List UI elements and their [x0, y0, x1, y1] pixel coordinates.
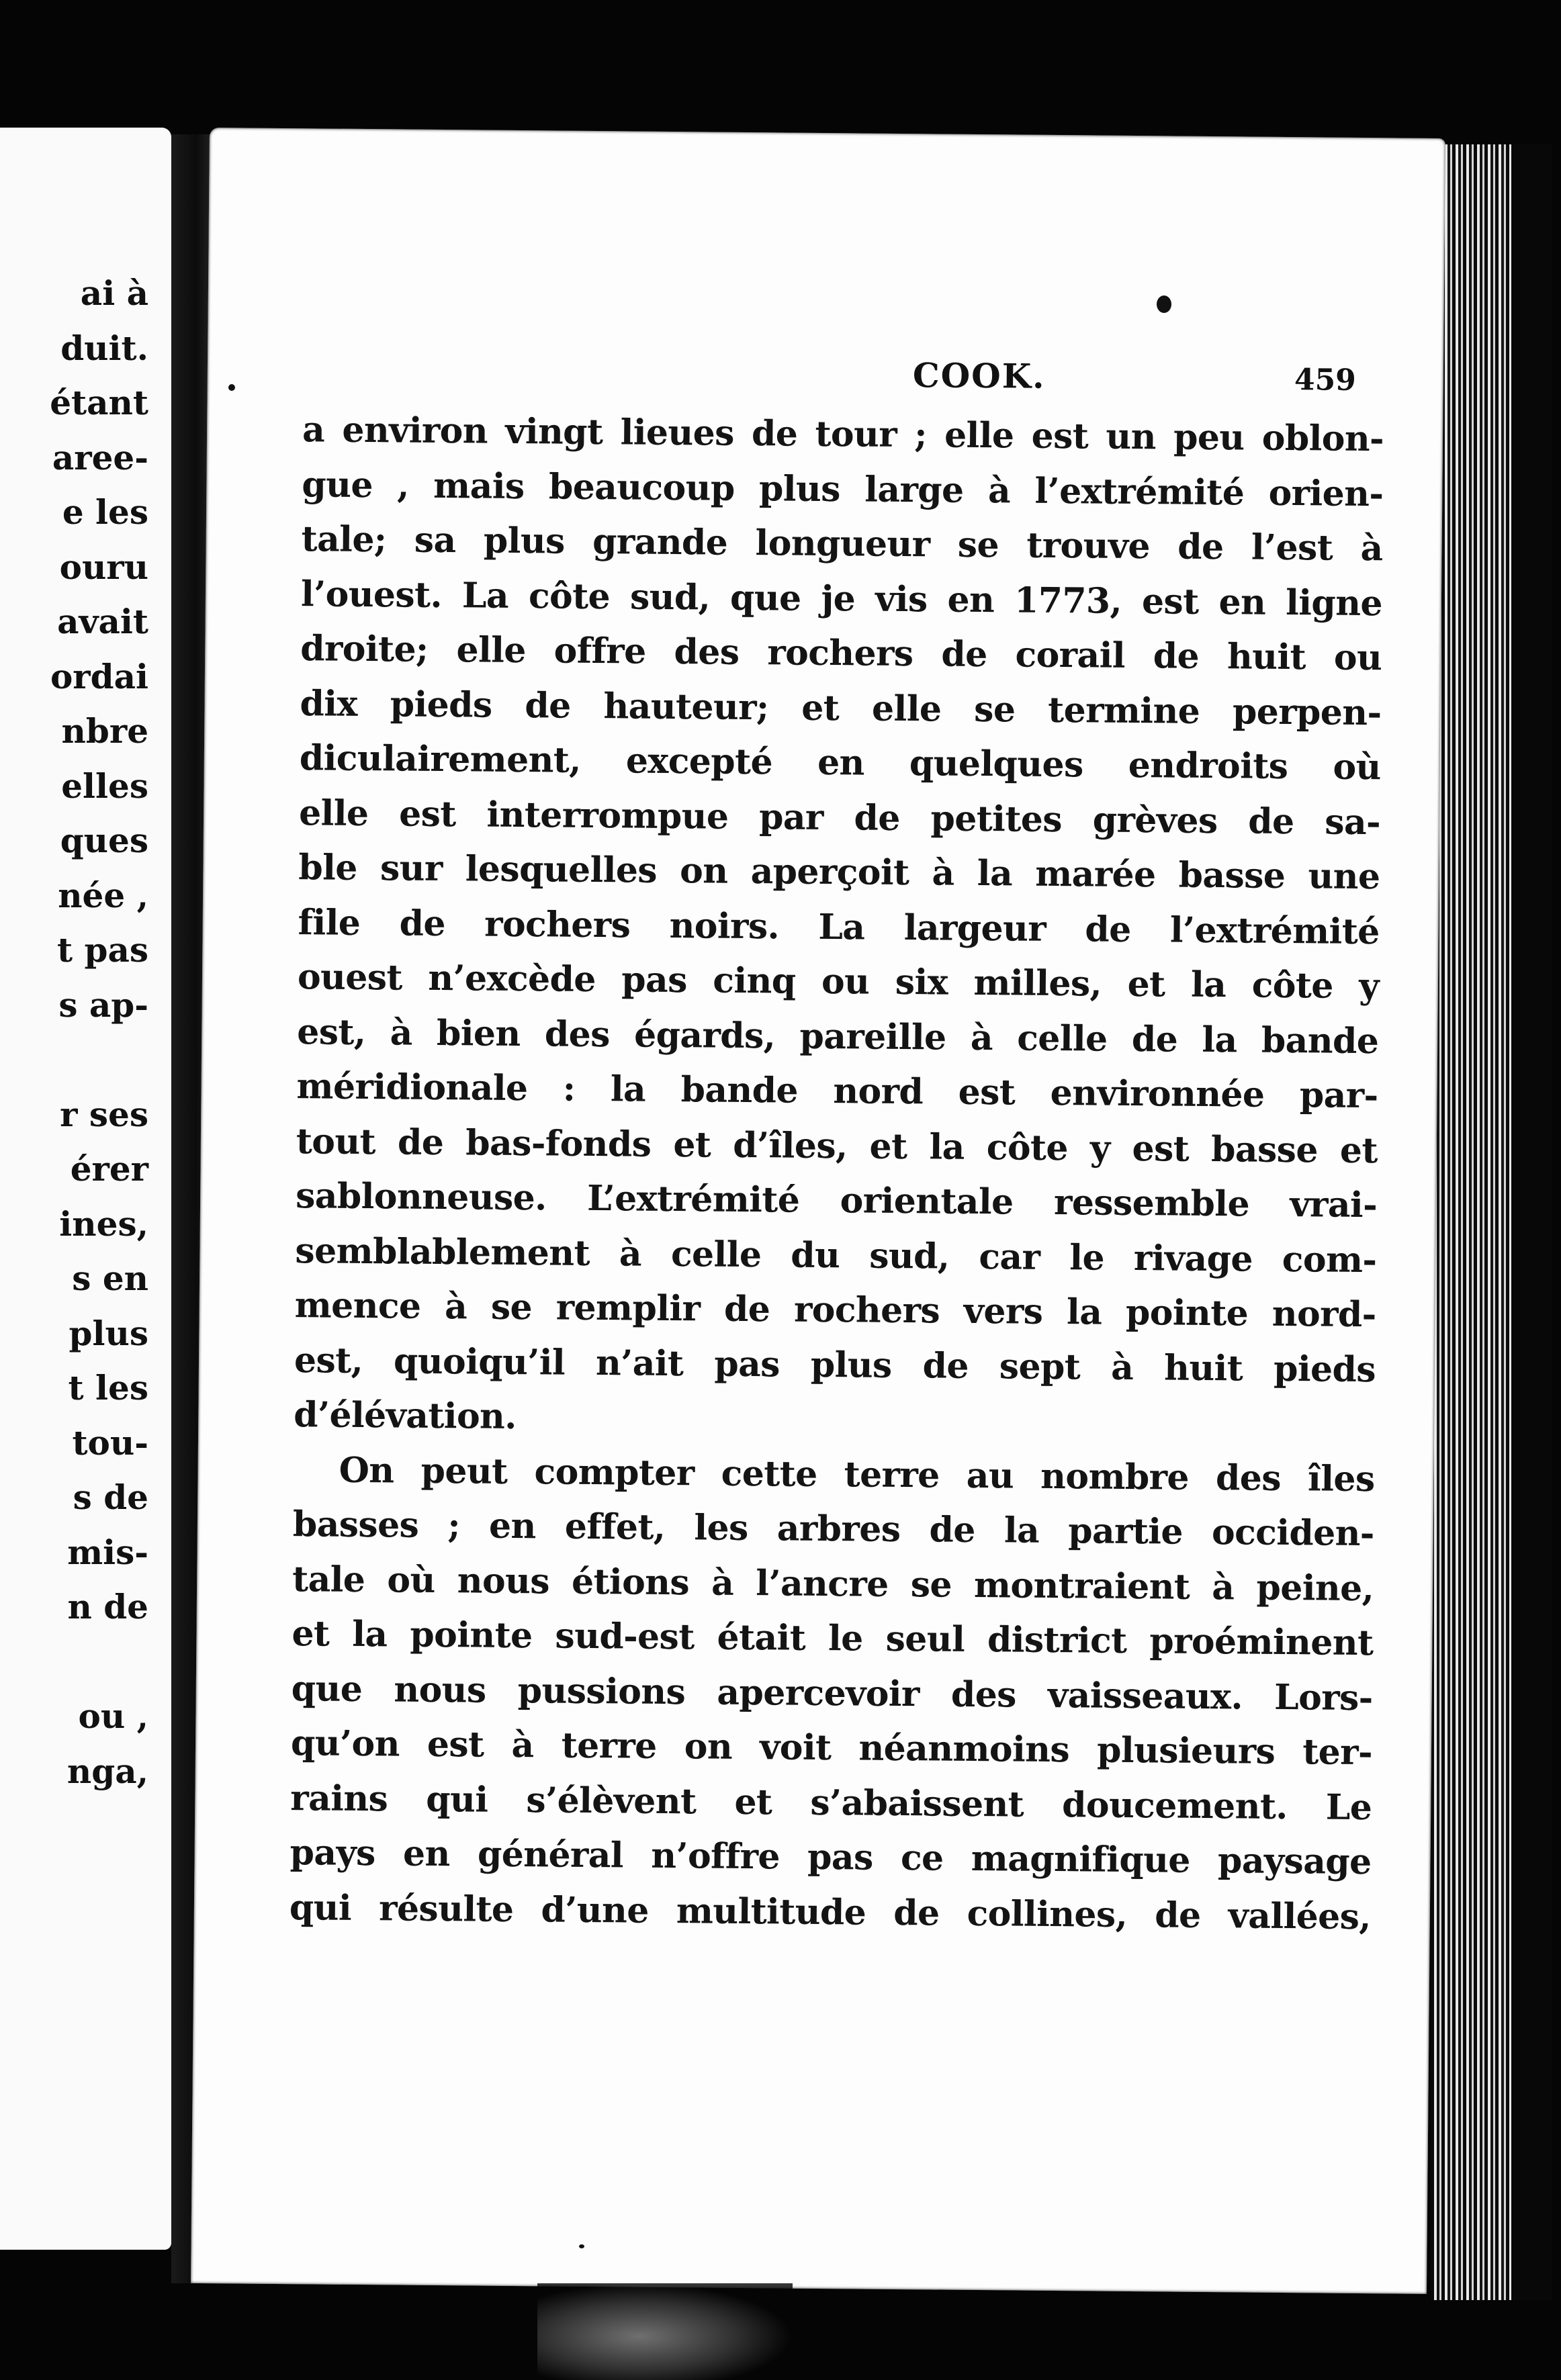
- page-number: 459: [1294, 363, 1357, 398]
- text-line: méridionale : la bande nord est environnée par-: [296, 1066, 1378, 1117]
- left-page-line-fragment: érer: [70, 1149, 148, 1189]
- left-page-line-fragment: ordai: [50, 656, 148, 696]
- paragraph-2: [289, 1443, 1375, 1945]
- text-line: tale où nous étions à l’ancre se montraient à peine,: [292, 1558, 1374, 1609]
- text-line: semblablement à celle du sud, car le rivage com-: [295, 1230, 1377, 1281]
- left-page-line-fragment: t pas: [56, 930, 148, 970]
- scan-blemish: [537, 2283, 793, 2380]
- left-page-line-fragment: r ses: [60, 1094, 148, 1134]
- ink-speck: [1157, 295, 1171, 313]
- left-page-line-fragment: aree-: [52, 437, 148, 477]
- left-page-line-fragment: ai à: [80, 273, 148, 313]
- left-page-line-fragment: nbre: [61, 711, 148, 751]
- left-page-line-fragment: ques: [60, 821, 148, 860]
- left-page-line-fragment: ou ,: [78, 1696, 148, 1736]
- text-line: que nous pussions apercevoir des vaisseaux. Lors-: [291, 1667, 1373, 1719]
- text-line: dix pieds de hauteur; et elle se termine perpen-: [300, 682, 1382, 733]
- text-line: ouest n’excède pas cinq ou six milles, et la côte y: [297, 956, 1380, 1007]
- left-page-line-fragment: née ,: [58, 875, 148, 915]
- text-line: tale; sa plus grande longueur se trouve de l’est à: [301, 518, 1383, 569]
- ink-speck: [228, 384, 235, 391]
- text-line: et la pointe sud-est était le seul district proéminent: [292, 1613, 1374, 1664]
- left-page-line-fragment: ines,: [59, 1203, 148, 1244]
- text-line: elle est interrompue par de petites grèves de sa-: [298, 792, 1381, 843]
- text-line: est, à bien des égards, pareille à celle de la bande: [297, 1011, 1379, 1062]
- left-page-line-fragment: avait: [57, 602, 148, 641]
- text-line: rains qui s’élèvent et s’abaissent doucement. Le: [290, 1777, 1372, 1828]
- left-page-line-fragment: plus: [69, 1313, 148, 1353]
- text-line: qui résulte d’une multitude de collines, de vallées,: [289, 1886, 1372, 1937]
- text-line: l’ouest. La côte sud, que je vis en 1773, est en ligne: [300, 573, 1383, 624]
- paragraph-1: [294, 402, 1384, 1451]
- text-line: file de rochers noirs. La largeur de l’extrémité: [298, 901, 1380, 952]
- left-page-line-fragment: tou-: [72, 1422, 148, 1463]
- left-page-line-fragment: étant: [50, 383, 148, 422]
- text-line: gue , mais beaucoup plus large à l’extrémité orien-: [302, 463, 1384, 514]
- text-line: qu’on est à terre on voit néanmoins plusieurs ter-: [290, 1723, 1373, 1774]
- text-line: pays en général n’offre pas ce magnifique paysage: [289, 1832, 1372, 1883]
- text-line: est, quoiqu’il n’ait pas plus de sept à huit pieds: [294, 1339, 1376, 1390]
- text-line: d’élévation.: [294, 1394, 517, 1438]
- text-line: diculairement, excepté en quelques endroits où: [299, 737, 1382, 788]
- ink-speck: [579, 2244, 584, 2248]
- left-page-line-fragment: s de: [73, 1477, 148, 1517]
- left-page-line-fragment: n de: [67, 1587, 148, 1627]
- left-page-line-fragment: s ap-: [58, 985, 148, 1025]
- left-page-line-fragment: elles: [61, 766, 148, 806]
- left-page-line-fragment: ouru: [59, 547, 148, 587]
- text-line: On peut compter cette terre au nombre des îles: [339, 1449, 1375, 1500]
- left-page-line-fragment: t les: [68, 1368, 148, 1408]
- text-line: droite; elle offre des rochers de corail de huit ou: [300, 628, 1382, 679]
- right-page: [191, 128, 1445, 2294]
- text-line: mence à se remplir de rochers vers la pointe nord-: [294, 1285, 1376, 1336]
- left-facing-page: [0, 128, 171, 2250]
- left-page-line-fragment: mis-: [67, 1532, 148, 1572]
- left-page-line-fragment: duit.: [60, 328, 148, 368]
- text-line: sablonneuse. L’extrémité orientale ressemble vrai-: [295, 1175, 1378, 1226]
- left-page-line-fragment: e les: [62, 492, 148, 532]
- text-line: basses ; en effet, les arbres de la partie occiden-: [292, 1504, 1375, 1555]
- text-line: a environ vingt lieues de tour ; elle est un peu oblon-: [302, 409, 1384, 460]
- left-page-line-fragment: nga,: [66, 1751, 148, 1791]
- left-page-line-fragment: s en: [72, 1258, 148, 1298]
- page-stack-shadow: [1511, 144, 1552, 2300]
- text-line: tout de bas-fonds et d’îles, et la côte y est basse et: [296, 1120, 1378, 1171]
- text-line: ble sur lesquelles on aperçoit à la marée basse une: [298, 847, 1380, 898]
- body-text: [289, 402, 1384, 1944]
- running-head: COOK.: [912, 355, 1046, 396]
